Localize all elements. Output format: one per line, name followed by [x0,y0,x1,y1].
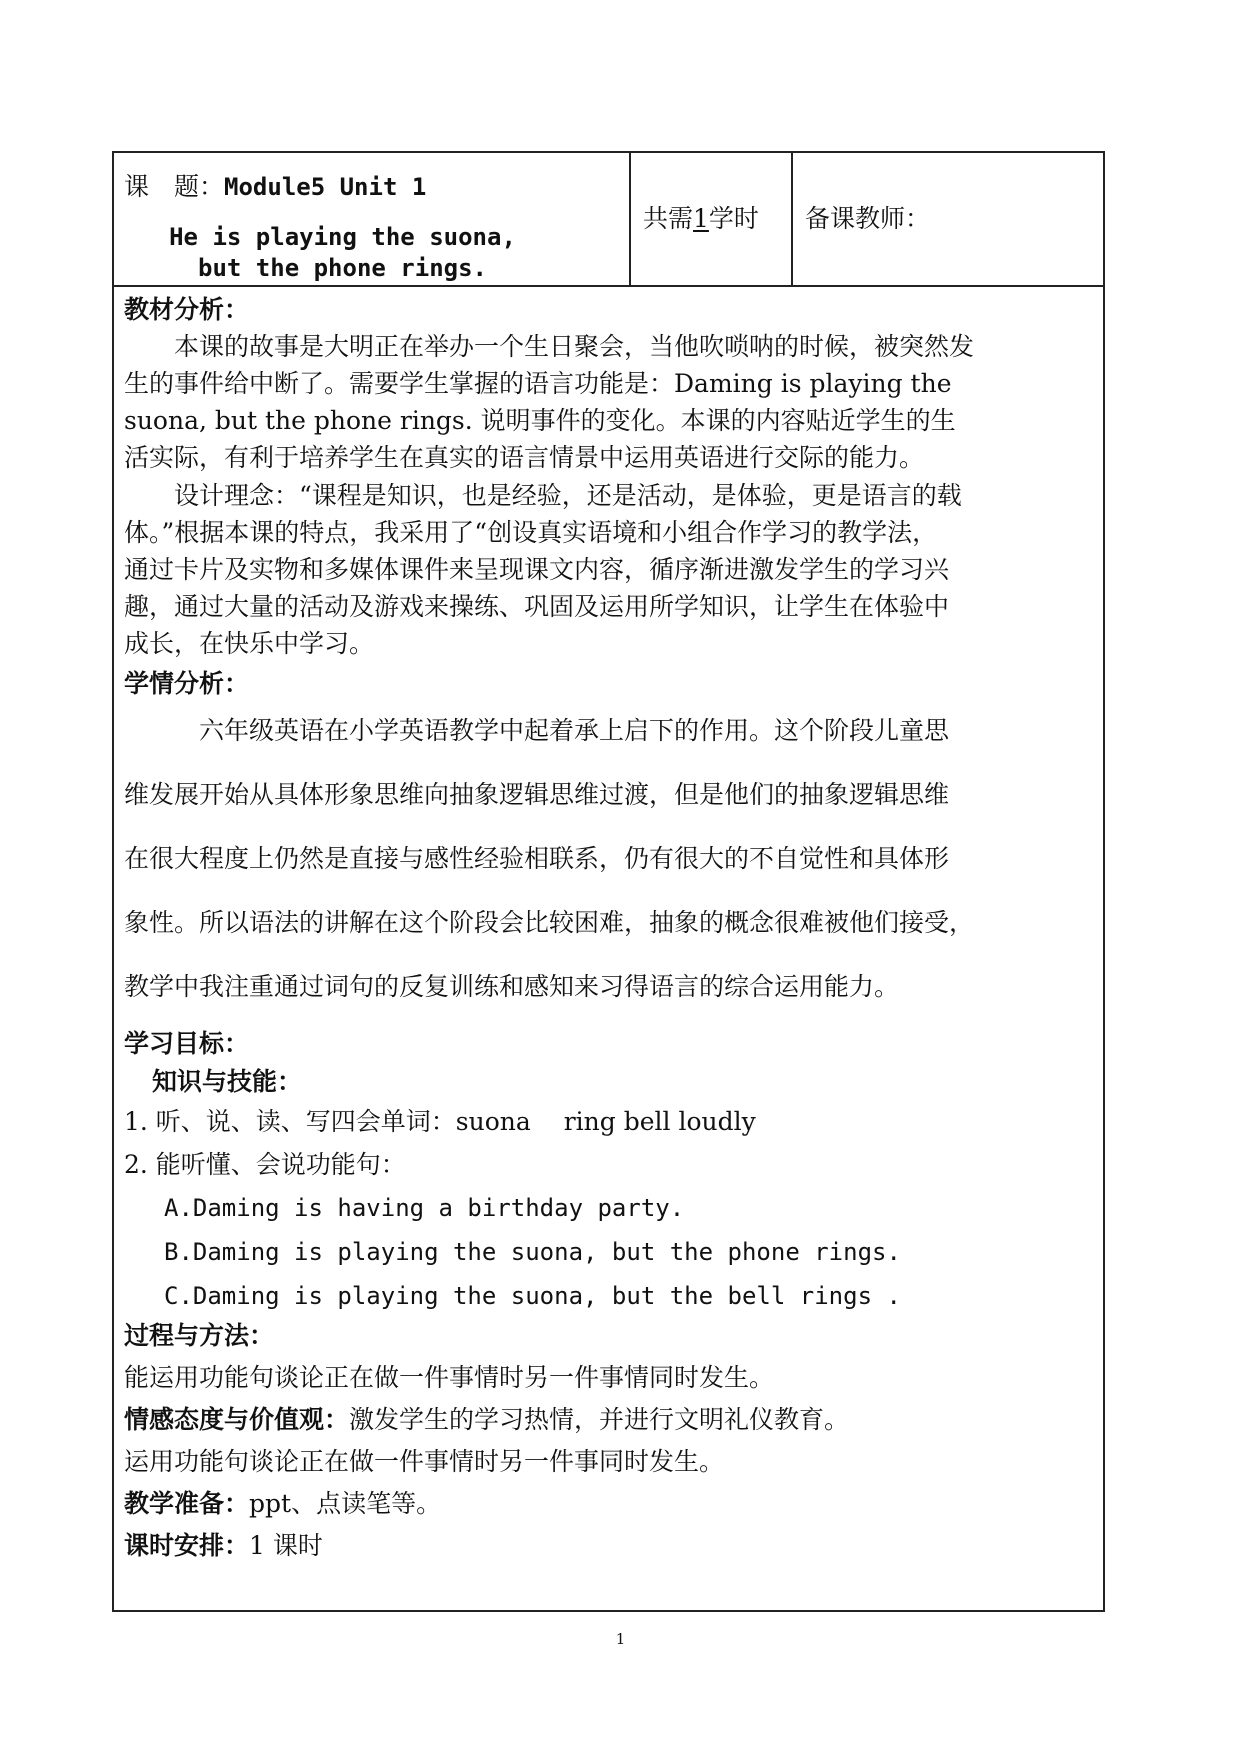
material-line: 设计理念：“课程是知识，也是经验，还是活动，是体验，更是语言的载 [124,481,962,510]
preparation-heading: 教学准备： [124,1489,250,1518]
process-text: 能运用功能句谈论正在做一件事情时另一件事情同时发生。 [124,1363,775,1392]
hours-text [643,199,759,235]
material-heading: 教材分析： [124,295,250,324]
lesson-plan-table [112,151,1105,1612]
goal-sentence: B.Daming is playing the suona, but the phone rings. [164,1238,901,1266]
learner-line: 在很大程度上仍然是直接与感性经验相联系，仍有很大的不自觉性和具体形 [124,844,950,873]
emotion-extra: 运用功能句谈论正在做一件事情时另一件事同时发生。 [124,1447,725,1476]
material-line: 趣，通过大量的活动及游戏来操练、巩固及运用所学知识，让学生在体验中 [124,592,950,621]
learner-line: 教学中我注重通过词句的反复训练和感知来习得语言的综合运用能力。 [124,972,900,1001]
goal-sentence: A.Daming is having a birthday party. [164,1194,685,1222]
schedule-line [124,1533,323,1558]
teacher-label: 备课教师： [805,204,931,233]
material-line: 本课的故事是大明正在举办一个生日聚会，当他吹唢呐的时候，被突然发 [124,332,975,361]
subject-value: Module5 Unit 1 [224,173,427,201]
learner-line: 维发展开始从具体形象思维向抽象逻辑思维过渡，但是他们的抽象逻辑思维 [124,780,950,809]
material-line: 通过卡片及实物和多媒体课件来呈现课文内容，循序渐进激发学生的学习兴 [124,555,950,584]
hours-value: 1 [693,204,709,233]
subject-cell [114,153,631,285]
subject-label: 课 题： [124,172,225,201]
lesson-title-line-2: but the phone rings. [198,254,487,282]
material-line: 生的事件给中断了。需要学生掌握的语言功能是：Daming is playing the [124,369,952,398]
learner-heading: 学情分析： [124,669,250,698]
hours-cell [631,153,793,285]
goal-sentence: C.Daming is playing the suona, but the bell rings . [164,1282,901,1310]
material-line: 体。”根据本课的特点，我采用了“创设真实语境和小组合作学习的教学法， [124,518,938,547]
emotion-text: 激发学生的学习热情，并进行文明礼仪教育。 [349,1405,850,1434]
schedule-heading: 课时安排： [124,1531,250,1560]
hours-prefix: 共需 [643,204,694,233]
preparation-line [124,1491,441,1516]
lesson-title-line-1: He is playing the suona, [169,223,516,251]
process-heading: 过程与方法： [124,1321,275,1350]
material-line: 成长，在快乐中学习。 [124,629,375,658]
preparation-text: ppt、点读笔等。 [249,1489,442,1518]
subject-line [124,167,426,203]
hours-suffix: 学时 [708,204,759,233]
emotion-heading: 情感态度与价值观： [124,1405,350,1434]
material-line: 活实际，有利于培养学生在真实的语言情景中运用英语进行交际的能力。 [124,443,925,472]
header-row [114,153,1103,287]
goals-item-1: 1. 听、说、读、写四会单词：suona ring bell loudly [124,1107,756,1136]
goals-item-2: 2. 能听懂、会说功能句： [124,1150,406,1179]
schedule-text: 1 课时 [249,1531,323,1560]
learner-line: 六年级英语在小学英语教学中起着承上启下的作用。这个阶段儿童思 [124,716,950,745]
page-number: 1 [615,1630,626,1648]
material-line: suona, but the phone rings. 说明事件的变化。本课的内容贴近学生的生 [124,406,956,435]
teacher-cell [793,153,1103,285]
learner-line: 象性。所以语法的讲解在这个阶段会比较困难，抽象的概念很难被他们接受， [124,908,975,937]
goals-heading: 学习目标： [124,1029,250,1058]
emotion-line [124,1407,849,1432]
goals-subheading: 知识与技能： [152,1067,303,1096]
